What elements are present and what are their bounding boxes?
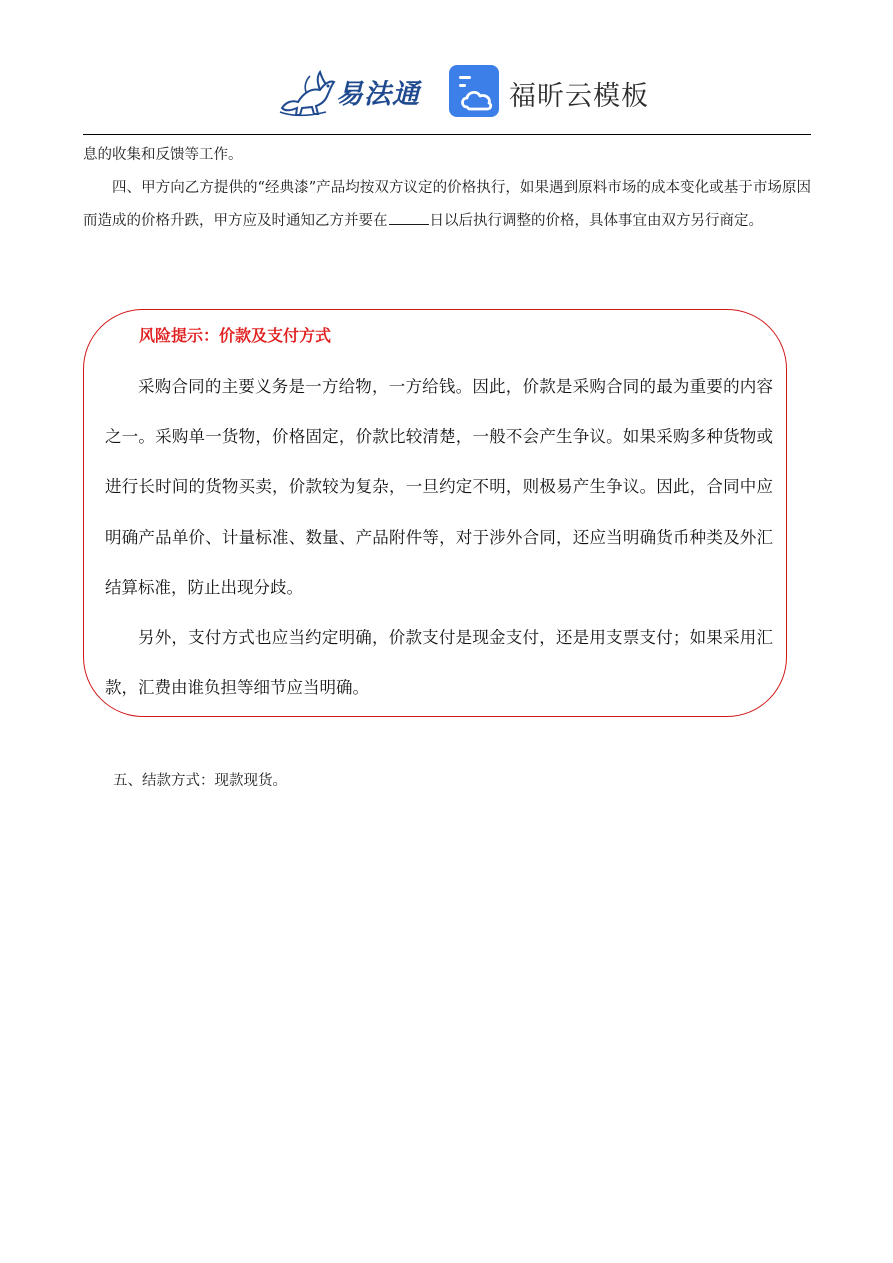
clause-five-paragraph: 五、结款方式：现款现货。 xyxy=(113,773,287,789)
qilin-mascot-icon xyxy=(276,62,338,118)
cloud-app-icon xyxy=(449,65,499,117)
yifatong-brand-text: 易法通 xyxy=(336,79,420,110)
page-header xyxy=(0,58,893,122)
date-blank-field xyxy=(389,208,429,225)
continuation-paragraph: 息的收集和反馈等工作。 xyxy=(83,147,243,163)
risk-notice-title: 风险提示：价款及支付方式 xyxy=(139,326,332,345)
yifatong-logo xyxy=(276,62,428,118)
risk-notice-box xyxy=(83,309,787,717)
clause-four-text-start: 四、甲方向乙方提供的“经典漆”产品均按双方议定的价格执行，如果遇到原料市场的成本变化或基于市场原因而造成的价格升跌，甲方应及时通知乙方并要在 xyxy=(83,180,811,229)
header-divider xyxy=(83,134,811,135)
risk-notice-paragraph-1: 采购合同的主要义务是一方给物，一方给钱。因此，价款是采购合同的最为重要的内容之一。采购单一货物，价格固定，价款比较清楚，一般不会产生争议。如果采购多种货物或进行长时间的货物买卖，价款较为复杂，一旦约定不明，则极易产生争议。因此，合同中应明确产品单价、计量标准、数量、产品附件等，对于涉外合同，还应当明确货币种类及外汇结算标准，防止出现分歧。 xyxy=(105,377,773,597)
risk-notice-paragraph-2: 另外，支付方式也应当约定明确，价款支付是现金支付，还是用支票支付；如果采用汇款，汇费由谁负担等细节应当明确。 xyxy=(105,628,773,698)
clause-four-text-end: 日以后执行调整的价格，具体事宜由双方另行商定。 xyxy=(429,213,763,229)
fuxin-brand-text: 福昕云模板 xyxy=(509,81,649,112)
clause-four-paragraph xyxy=(83,172,811,238)
